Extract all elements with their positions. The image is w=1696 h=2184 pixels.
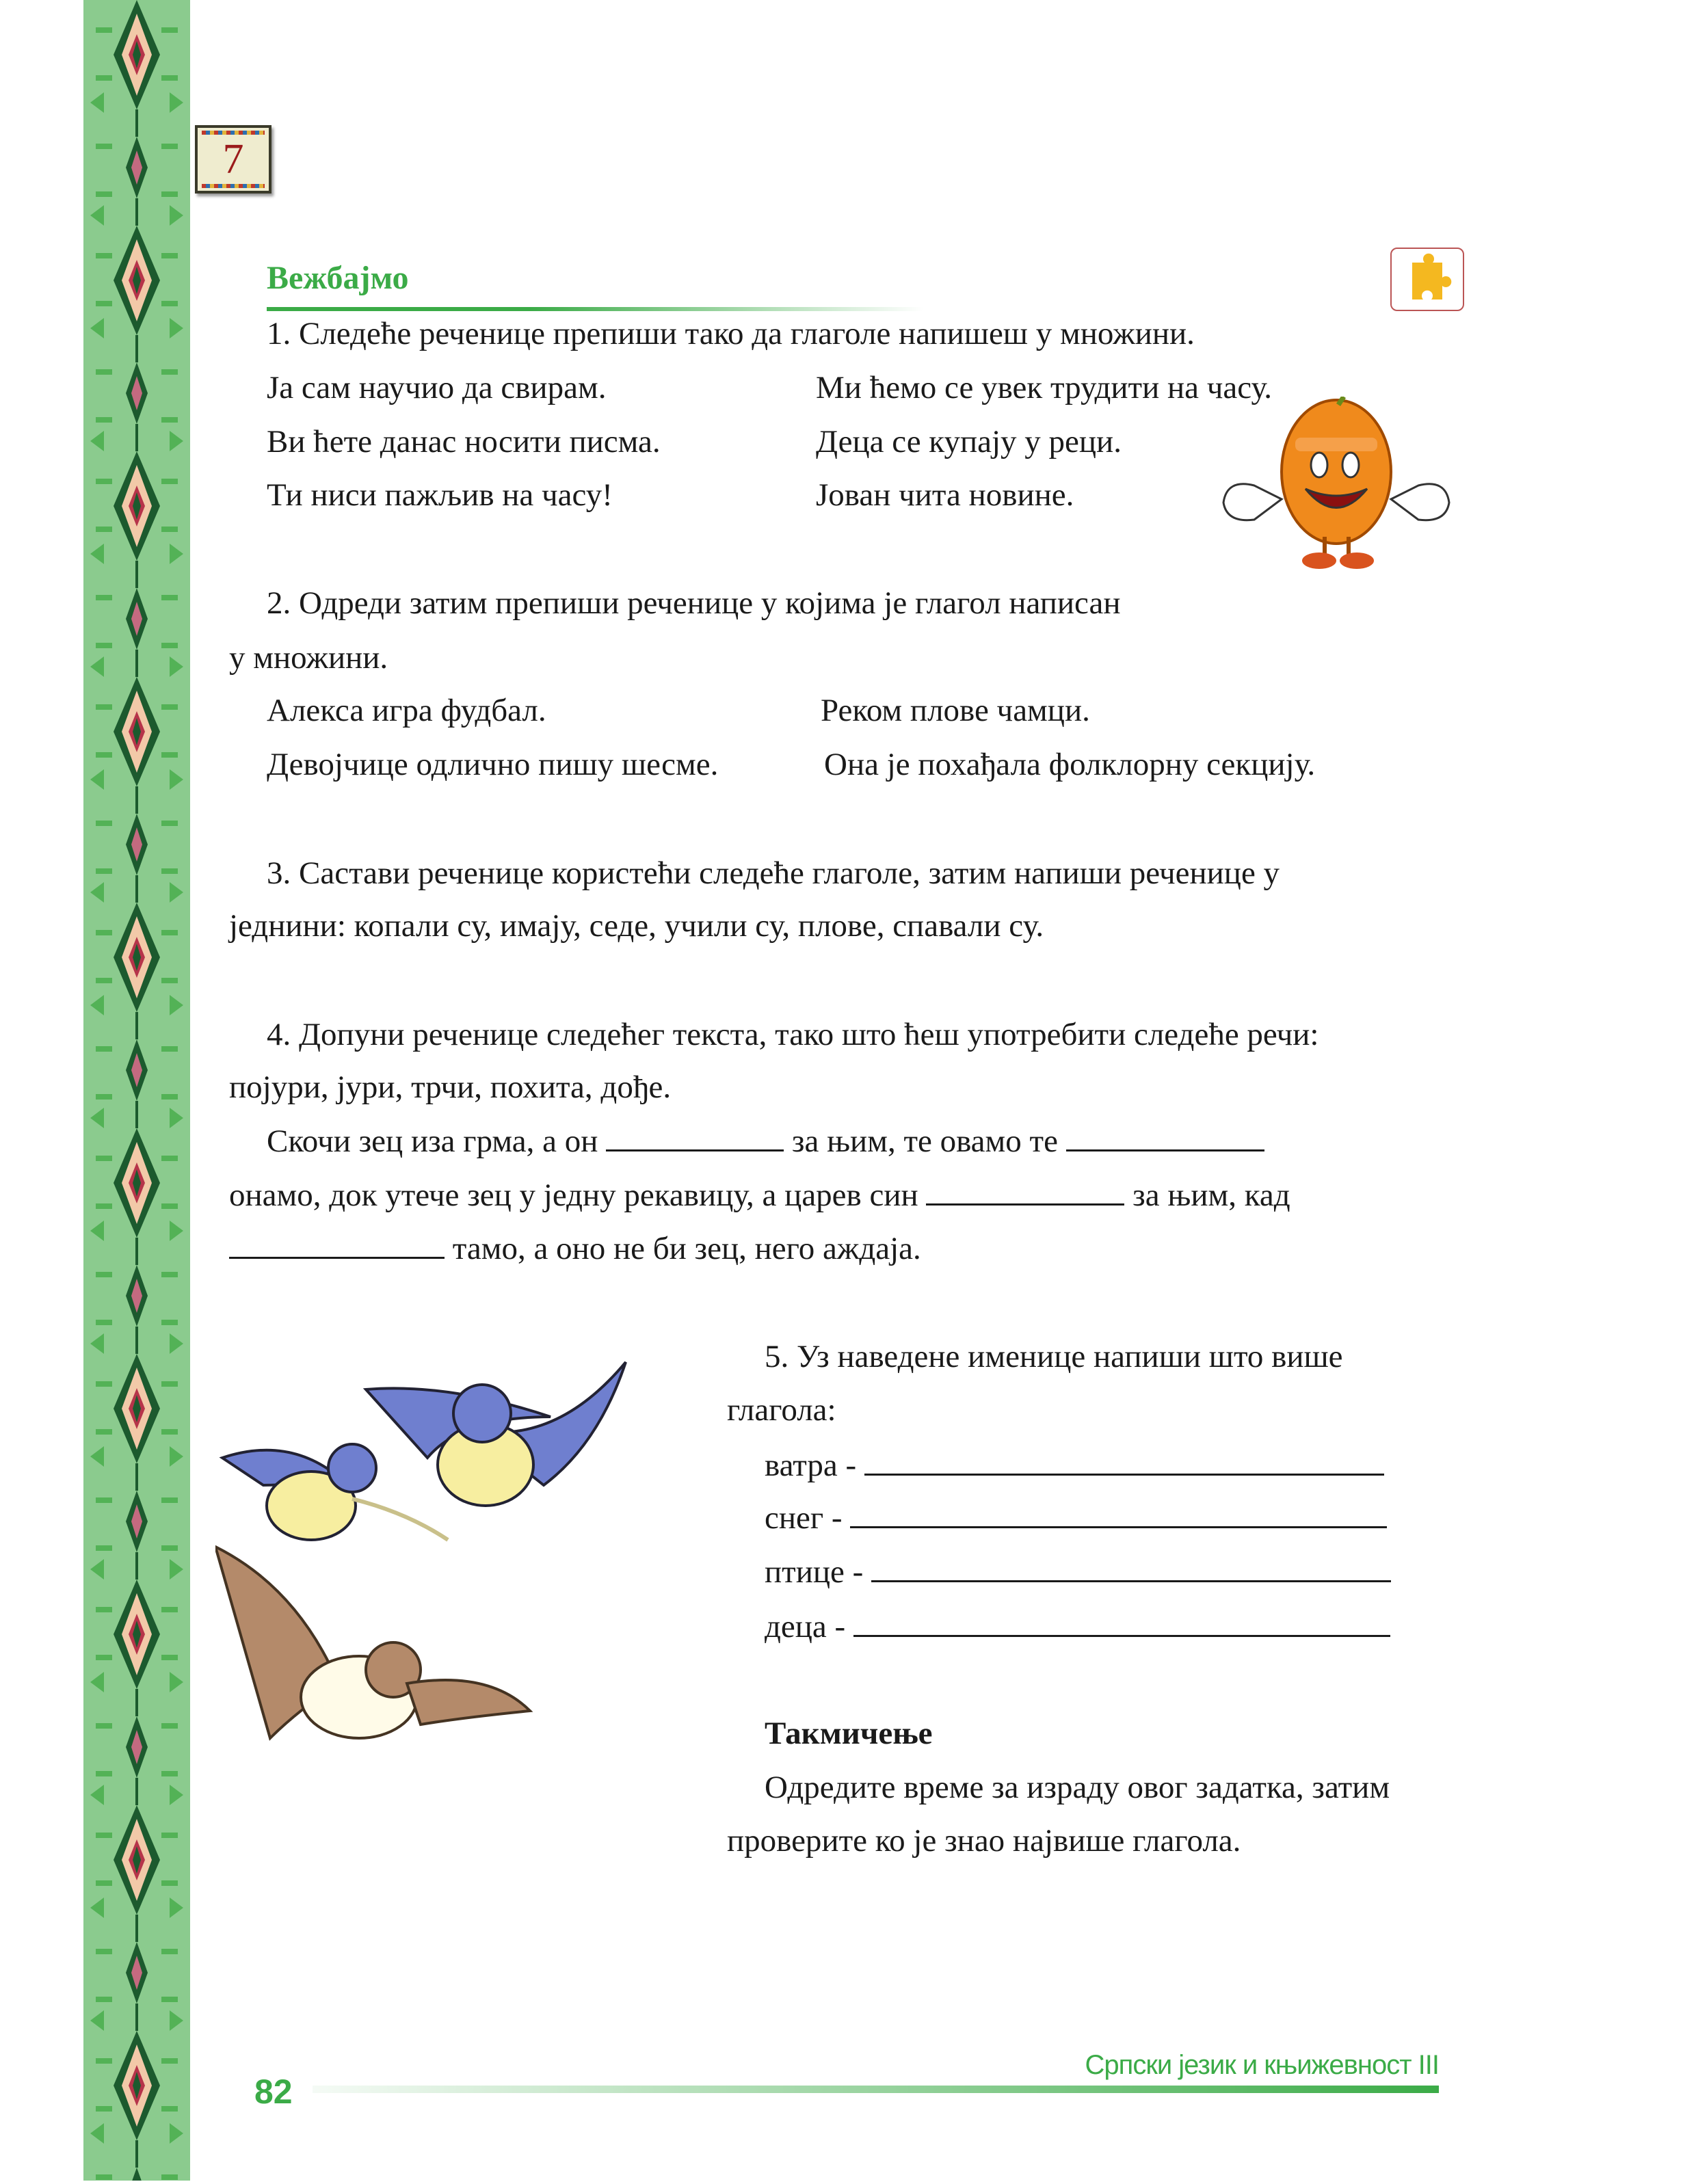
fill-blank[interactable] [1066,1122,1264,1151]
task4-instruction: 4. Допуни реченице следећег текста, тако што ћеш употребити следеће речи: [267,1017,1319,1052]
task2-sentence: Алекса игра фудбал. [267,693,546,728]
task2-instruction: у множини. [229,640,388,676]
puzzle-icon [1390,248,1464,311]
noun-row [765,1552,1391,1593]
task1-sentence: Јован чита новине. [816,477,1074,513]
task1-sentence: Ја сам научио да свирам. [267,370,607,405]
chapter-number: 7 [222,135,244,183]
noun-label: деца - [765,1609,846,1644]
competition-text: проверите ко је знао највише глагола. [727,1823,1241,1859]
noun-row [765,1606,1390,1647]
task1-instruction: 1. Следеће реченице препиши тако да глаголе напишеш у множини. [267,316,1195,351]
task3-instruction: 3. Састави реченице користећи следеће глаголе, затим напиши реченице у [267,855,1280,891]
birds-illustration-icon [215,1348,730,1786]
task2-sentence: Реком плове чамци. [821,693,1090,728]
task1-sentence: Ми ћемо се увек трудити на часу. [816,370,1273,405]
task1-sentence: Ви ћете данас носити писма. [267,424,661,460]
task1-sentence: Деца се купају у реци. [816,424,1122,460]
task2-instruction: 2. Одреди затим препиши реченице у којима је глагол написан [267,585,1121,621]
title-underline [267,307,923,311]
task2-sentence: Девојчице одлично пишу шесме. [267,747,719,782]
pumpkin-mascot-icon [1217,397,1453,572]
task4-text: за њим, кад [1132,1177,1290,1213]
task1-sentence: Ти ниси пажљив на часу! [267,477,613,513]
noun-label: ватра - [765,1448,857,1483]
task4-text: тамо, а оно не би зец, него аждаја. [452,1231,921,1266]
answer-line[interactable] [850,1499,1387,1528]
task5-instruction: 5. Уз наведене именице напиши што више [765,1339,1343,1374]
task4-text: онамо, док утече зец у једну рекавицу, а царев син [229,1177,918,1213]
answer-line[interactable] [864,1446,1384,1476]
task5-instruction: глагола: [727,1392,836,1428]
task4-text-line [267,1121,1264,1162]
task4-text-line [229,1228,921,1269]
page-number: 82 [254,2073,293,2111]
task2-sentence: Она је похађала фолклорну секцију. [824,747,1316,782]
competition-text: Одредите време за израду овог задатка, затим [765,1770,1390,1805]
chapter-badge [195,125,271,194]
fill-blank[interactable] [926,1176,1124,1206]
folk-pattern-icon [83,0,190,2181]
answer-line[interactable] [853,1608,1390,1637]
task4-instruction: појури, јури, трчи, похита, дође. [229,1069,672,1105]
fill-blank[interactable] [229,1229,445,1259]
noun-label: птице - [765,1554,864,1590]
noun-row [765,1445,1384,1486]
task4-text-line [229,1175,1290,1216]
fill-blank[interactable] [606,1122,784,1151]
task4-text: Скочи зец иза грма, а он [267,1123,598,1159]
answer-line[interactable] [871,1553,1391,1582]
task3-instruction: једнини: копали су, имају, седе, учили су, плове, спавали су. [229,908,1044,944]
section-title: Вежбајмо [267,260,409,296]
decorative-sidebar [83,0,190,2181]
task4-text: за њим, те овамо те [791,1123,1058,1159]
noun-label: снег - [765,1500,843,1536]
book-title: Српски језик и књижевност III [1085,2050,1439,2080]
noun-row [765,1497,1387,1539]
footer-bar [313,2086,1439,2093]
competition-title: Такмичење [765,1716,933,1751]
